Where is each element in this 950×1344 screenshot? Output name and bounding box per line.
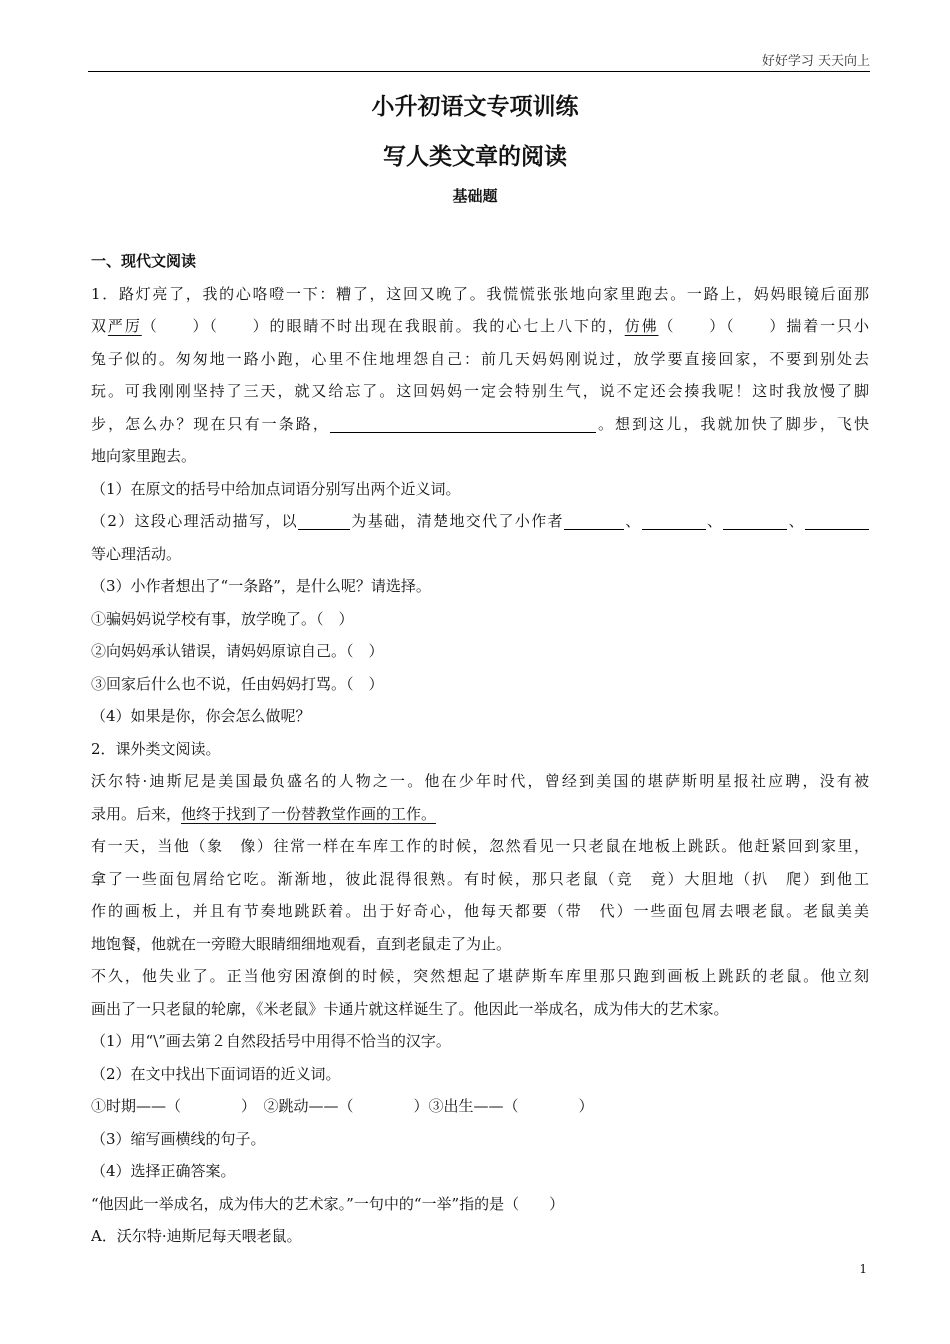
answer-blank[interactable]	[330, 414, 596, 433]
answer-blank[interactable]	[805, 511, 869, 530]
sub-question: （3）缩写画横线的句子。	[91, 1129, 266, 1148]
passage-line: 1．路灯亮了，我的心咯噔一下：糟了，这回又晚了。我慌慌张张地向家里跑去。一路上，妈妈眼镜后面那	[91, 284, 869, 303]
sub-question: （2）这段心理活动描写，以 为基础，清楚地交代了小作者 、 、 、	[91, 505, 869, 538]
difficulty-level: 基础题	[452, 187, 498, 205]
sub-question: （3）小作者想出了“一条路”，是什么呢？请选择。	[91, 577, 431, 595]
answer-blank[interactable]	[298, 511, 350, 530]
sub-question: （1）在原文的括号中给加点词语分别写出两个近义词。	[91, 479, 461, 498]
underlined-sentence: 他终于找到了一份替教堂作画的工作。	[181, 804, 437, 823]
passage-line: 拿了一些面包屑给它吃。渐渐地，彼此混得很熟。有时候，那只老鼠（竞 竟）大胆地（扒 爬）到他工	[91, 869, 869, 888]
choice-option[interactable]: ③回家后什么也不说，任由妈妈打骂。（ ）	[91, 674, 384, 693]
choice-option[interactable]: A．沃尔特·迪斯尼每天喂老鼠。	[91, 1227, 302, 1245]
page-header-motto: 好好学习 天天向上	[761, 54, 870, 69]
passage-line: 步，怎么办？现在只有一条路， 。想到这儿，我就加快了脚步，飞快	[91, 414, 869, 433]
passage-line: 作的画板上，并且有节奏地跳跃着。出于好奇心，他每天都要（带 代）一些面包屑去喂老鼠。老鼠美美	[91, 902, 869, 920]
answer-blank[interactable]	[723, 511, 787, 530]
passage-line: 玩。可我刚刚坚持了三天，就又给忘了。这回妈妈一定会特别生气，说不定还会揍我呢！这时我放慢了脚	[91, 382, 869, 400]
passage-line: 有一天，当他（象 像）往常一样在车库工作的时候，忽然看见一只老鼠在地板上跳跃。他赶紧回到家里，	[91, 837, 869, 855]
document-body	[91, 245, 869, 1253]
header-rule	[88, 71, 870, 72]
quote-question: “他因此一举成名，成为伟大的艺术家。”一句中的“一举”指的是（ ）	[91, 1194, 565, 1213]
sub-question: （1）用“\”画去第２自然段括号中用得不恰当的汉字。	[91, 1032, 451, 1050]
passage-line: 画出了一只老鼠的轮廓，《米老鼠》卡通片就这样诞生了。他因此一举成名，成为伟大的艺术家。	[91, 999, 729, 1018]
sub-question: （2）在文中找出下面词语的近义词。	[91, 1064, 341, 1083]
passage-line: 地向家里跑去。	[91, 447, 197, 465]
page-number: 1	[859, 1262, 867, 1276]
answer-blank[interactable]	[642, 511, 706, 530]
passage-line: 沃尔特·迪斯尼是美国最负盛名的人物之一。他在少年时代，曾经到美国的堪萨斯明星报社应聘，没有被	[91, 772, 869, 790]
document-subtitle: 写人类文章的阅读	[383, 143, 567, 170]
sub-question: （4）选择正确答案。	[91, 1162, 236, 1180]
passage-line: 地饱餐，他就在一旁瞪大眼睛细细地观看，直到老鼠走了为止。	[91, 934, 512, 953]
choice-option[interactable]: ②向妈妈承认错误，请妈妈原谅自己。（ ）	[91, 642, 384, 660]
document-title: 小升初语文专项训练	[371, 93, 579, 120]
passage-line: 录用。后来，他终于找到了一份替教堂作画的工作。	[91, 804, 437, 823]
sub-question: 等心理活动。	[91, 544, 182, 563]
synonym-prompts: ①时期——（ ） ②跳动——（ ）③出生——（ ）	[91, 1097, 594, 1115]
dotted-word: 严厉	[107, 317, 142, 335]
sub-question: （4）如果是你，你会怎么做呢？	[91, 707, 311, 725]
dotted-word: 仿佛	[624, 317, 659, 335]
question-heading: 2．课外类文阅读。	[91, 739, 221, 758]
section-heading: 一、现代文阅读	[91, 252, 197, 270]
choice-option[interactable]: ①骗妈妈说学校有事，放学晚了。（ ）	[91, 609, 354, 628]
passage-line: 不久，他失业了。正当他穷困潦倒的时候，突然想起了堪萨斯车库里那只跑到画板上跳跃的老鼠。他立刻	[91, 967, 869, 985]
answer-blank[interactable]	[564, 511, 624, 530]
passage-line: 兔子似的。匆匆地一路小跑，心里不住地埋怨自己：前几天妈妈刚说过，放学要直接回家，不要到别处去	[91, 349, 869, 368]
passage-line: 双严厉（ ）（ ）的眼睛不时出现在我眼前。我的心七上八下的，仿佛（ ）（ ）揣着一只小	[91, 317, 869, 335]
